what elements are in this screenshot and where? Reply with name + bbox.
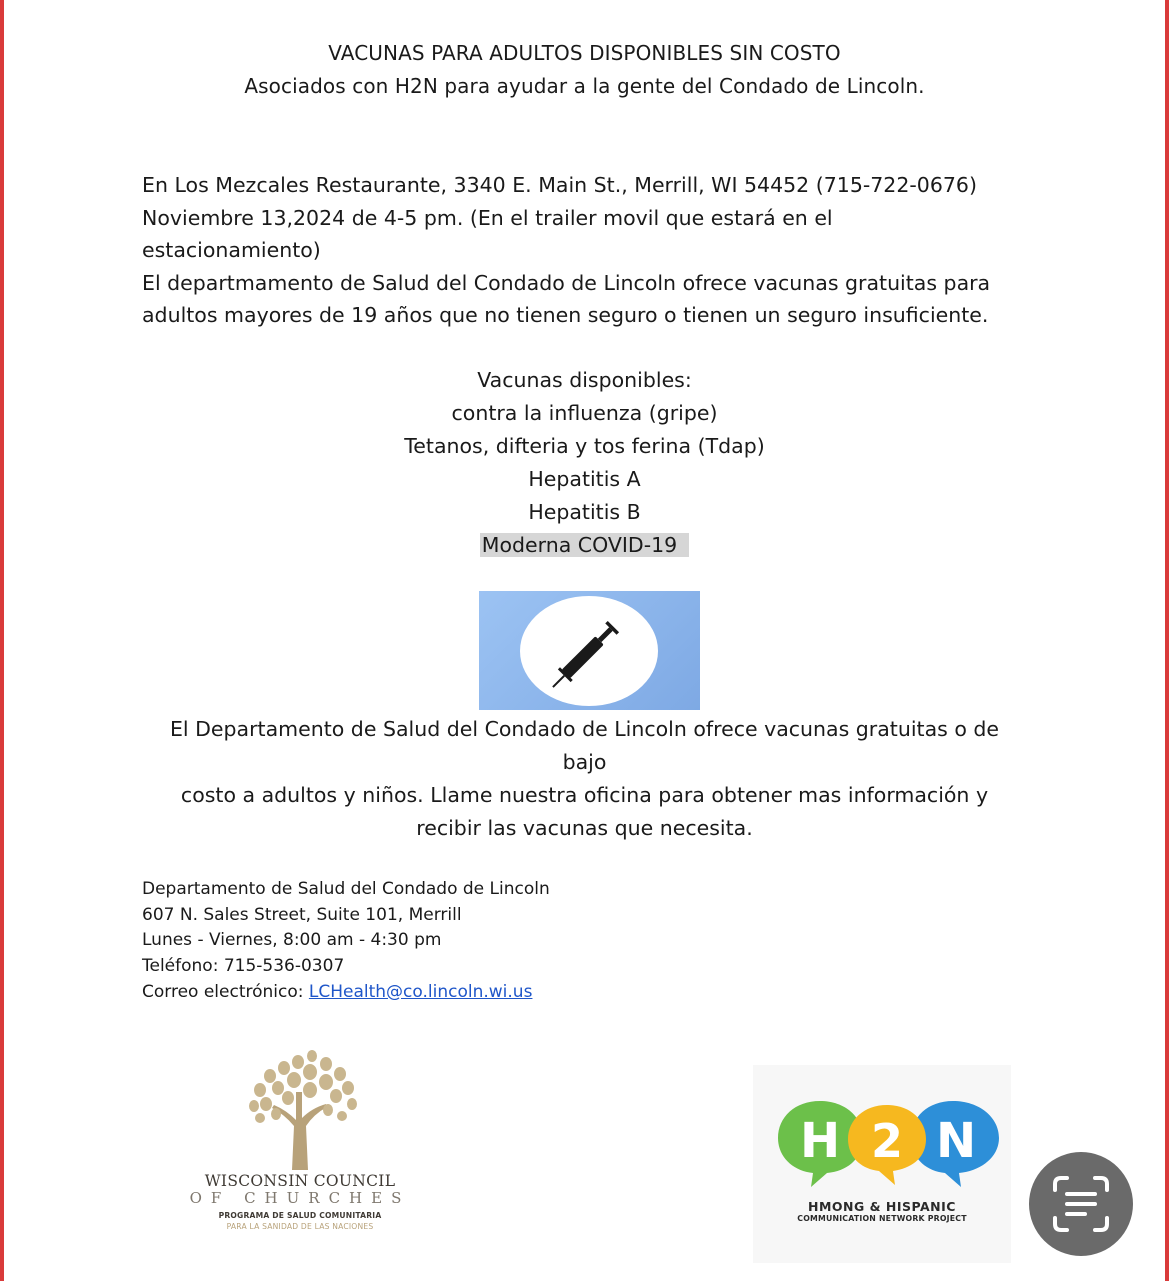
event-details bbox=[142, 169, 1072, 332]
h2n-letter-2: 2 bbox=[871, 1114, 904, 1168]
h2n-letter-h: H bbox=[800, 1113, 841, 1169]
h2n-logo bbox=[753, 1065, 1011, 1263]
contact-department: Departamento de Salud del Condado de Lincoln bbox=[142, 879, 550, 899]
flyer-title: VACUNAS PARA ADULTOS DISPONIBLES SIN COSTO bbox=[328, 41, 841, 65]
offer-line: bajo bbox=[562, 750, 607, 774]
event-location: En Los Mezcales Restaurante, 3340 E. Main St., Merrill, WI 54452 (715-722-0676) bbox=[142, 173, 977, 197]
contact-hours: Lunes - Viernes, 8:00 am - 4:30 pm bbox=[142, 930, 442, 951]
scan-text-button[interactable] bbox=[1029, 1152, 1133, 1256]
syringe-icon bbox=[479, 591, 700, 710]
offer-text bbox=[0, 713, 1169, 845]
wcc-name-line2: OF CHURCHES bbox=[189, 1189, 411, 1207]
h2n-line1: HMONG & HISPANIC bbox=[808, 1199, 956, 1214]
offer-line: costo a adultos y niños. Llame nuestra oficina para obtener mas información y bbox=[180, 783, 989, 807]
wcc-program-line2: PARA LA SANIDAD DE LAS NACIONES bbox=[226, 1222, 374, 1231]
flyer-subtitle: Asociados con H2N para ayudar a la gente del Condado de Lincoln. bbox=[244, 74, 925, 98]
event-date-cont: estacionamiento) bbox=[142, 238, 321, 263]
h2n-speech-bubbles-icon bbox=[753, 1065, 1011, 1195]
tree-icon bbox=[180, 1048, 420, 1172]
wcc-program-line1: PROGRAMA DE SALUD COMUNITARIA bbox=[218, 1211, 382, 1220]
event-desc-2: adultos mayores de 19 años que no tienen seguro o tienen un seguro insuficiente. bbox=[142, 303, 989, 328]
page-edge-left bbox=[0, 0, 4, 1281]
offer-line: El Departamento de Salud del Condado de Lincoln ofrece vacunas gratuitas o de bbox=[169, 717, 1000, 741]
contact-email-link[interactable]: LCHealth@co.lincoln.wi.us bbox=[308, 981, 533, 1002]
offer-line: recibir las vacunas que necesita. bbox=[416, 816, 753, 840]
vaccine-list bbox=[0, 364, 1169, 562]
vaccine-list-heading: Vacunas disponibles: bbox=[477, 368, 692, 392]
page-edge-right bbox=[1165, 0, 1169, 1281]
wisconsin-council-of-churches-logo bbox=[180, 1048, 420, 1238]
vaccine-item: contra la influenza (gripe) bbox=[451, 401, 718, 425]
wcc-name-line1: WISCONSIN COUNCIL bbox=[204, 1172, 396, 1190]
h2n-letter-n: N bbox=[936, 1113, 977, 1169]
vaccine-item: Hepatitis A bbox=[528, 467, 641, 491]
h2n-line2: COMMUNICATION NETWORK PROJECT bbox=[797, 1214, 967, 1223]
vaccine-item-highlighted: Moderna COVID-19 bbox=[480, 533, 689, 557]
scan-text-icon bbox=[1029, 1152, 1133, 1256]
contact-email-row bbox=[142, 980, 550, 1006]
event-date: Noviembre 13,2024 de 4-5 pm. (En el trailer movil que estará en el bbox=[142, 205, 833, 230]
contact-info bbox=[142, 877, 550, 1006]
vaccine-item: Hepatitis B bbox=[528, 500, 641, 524]
contact-phone: Teléfono: 715-536-0307 bbox=[142, 956, 345, 977]
contact-address: 607 N. Sales Street, Suite 101, Merrill bbox=[142, 904, 462, 925]
event-desc-1: El departmamento de Salud del Condado de Lincoln ofrece vacunas gratuitas para bbox=[142, 270, 991, 295]
contact-email-label: Correo electrónico: bbox=[142, 981, 309, 1002]
syringe-image bbox=[479, 591, 700, 710]
vaccine-item: Tetanos, difteria y tos ferina (Tdap) bbox=[404, 434, 765, 458]
